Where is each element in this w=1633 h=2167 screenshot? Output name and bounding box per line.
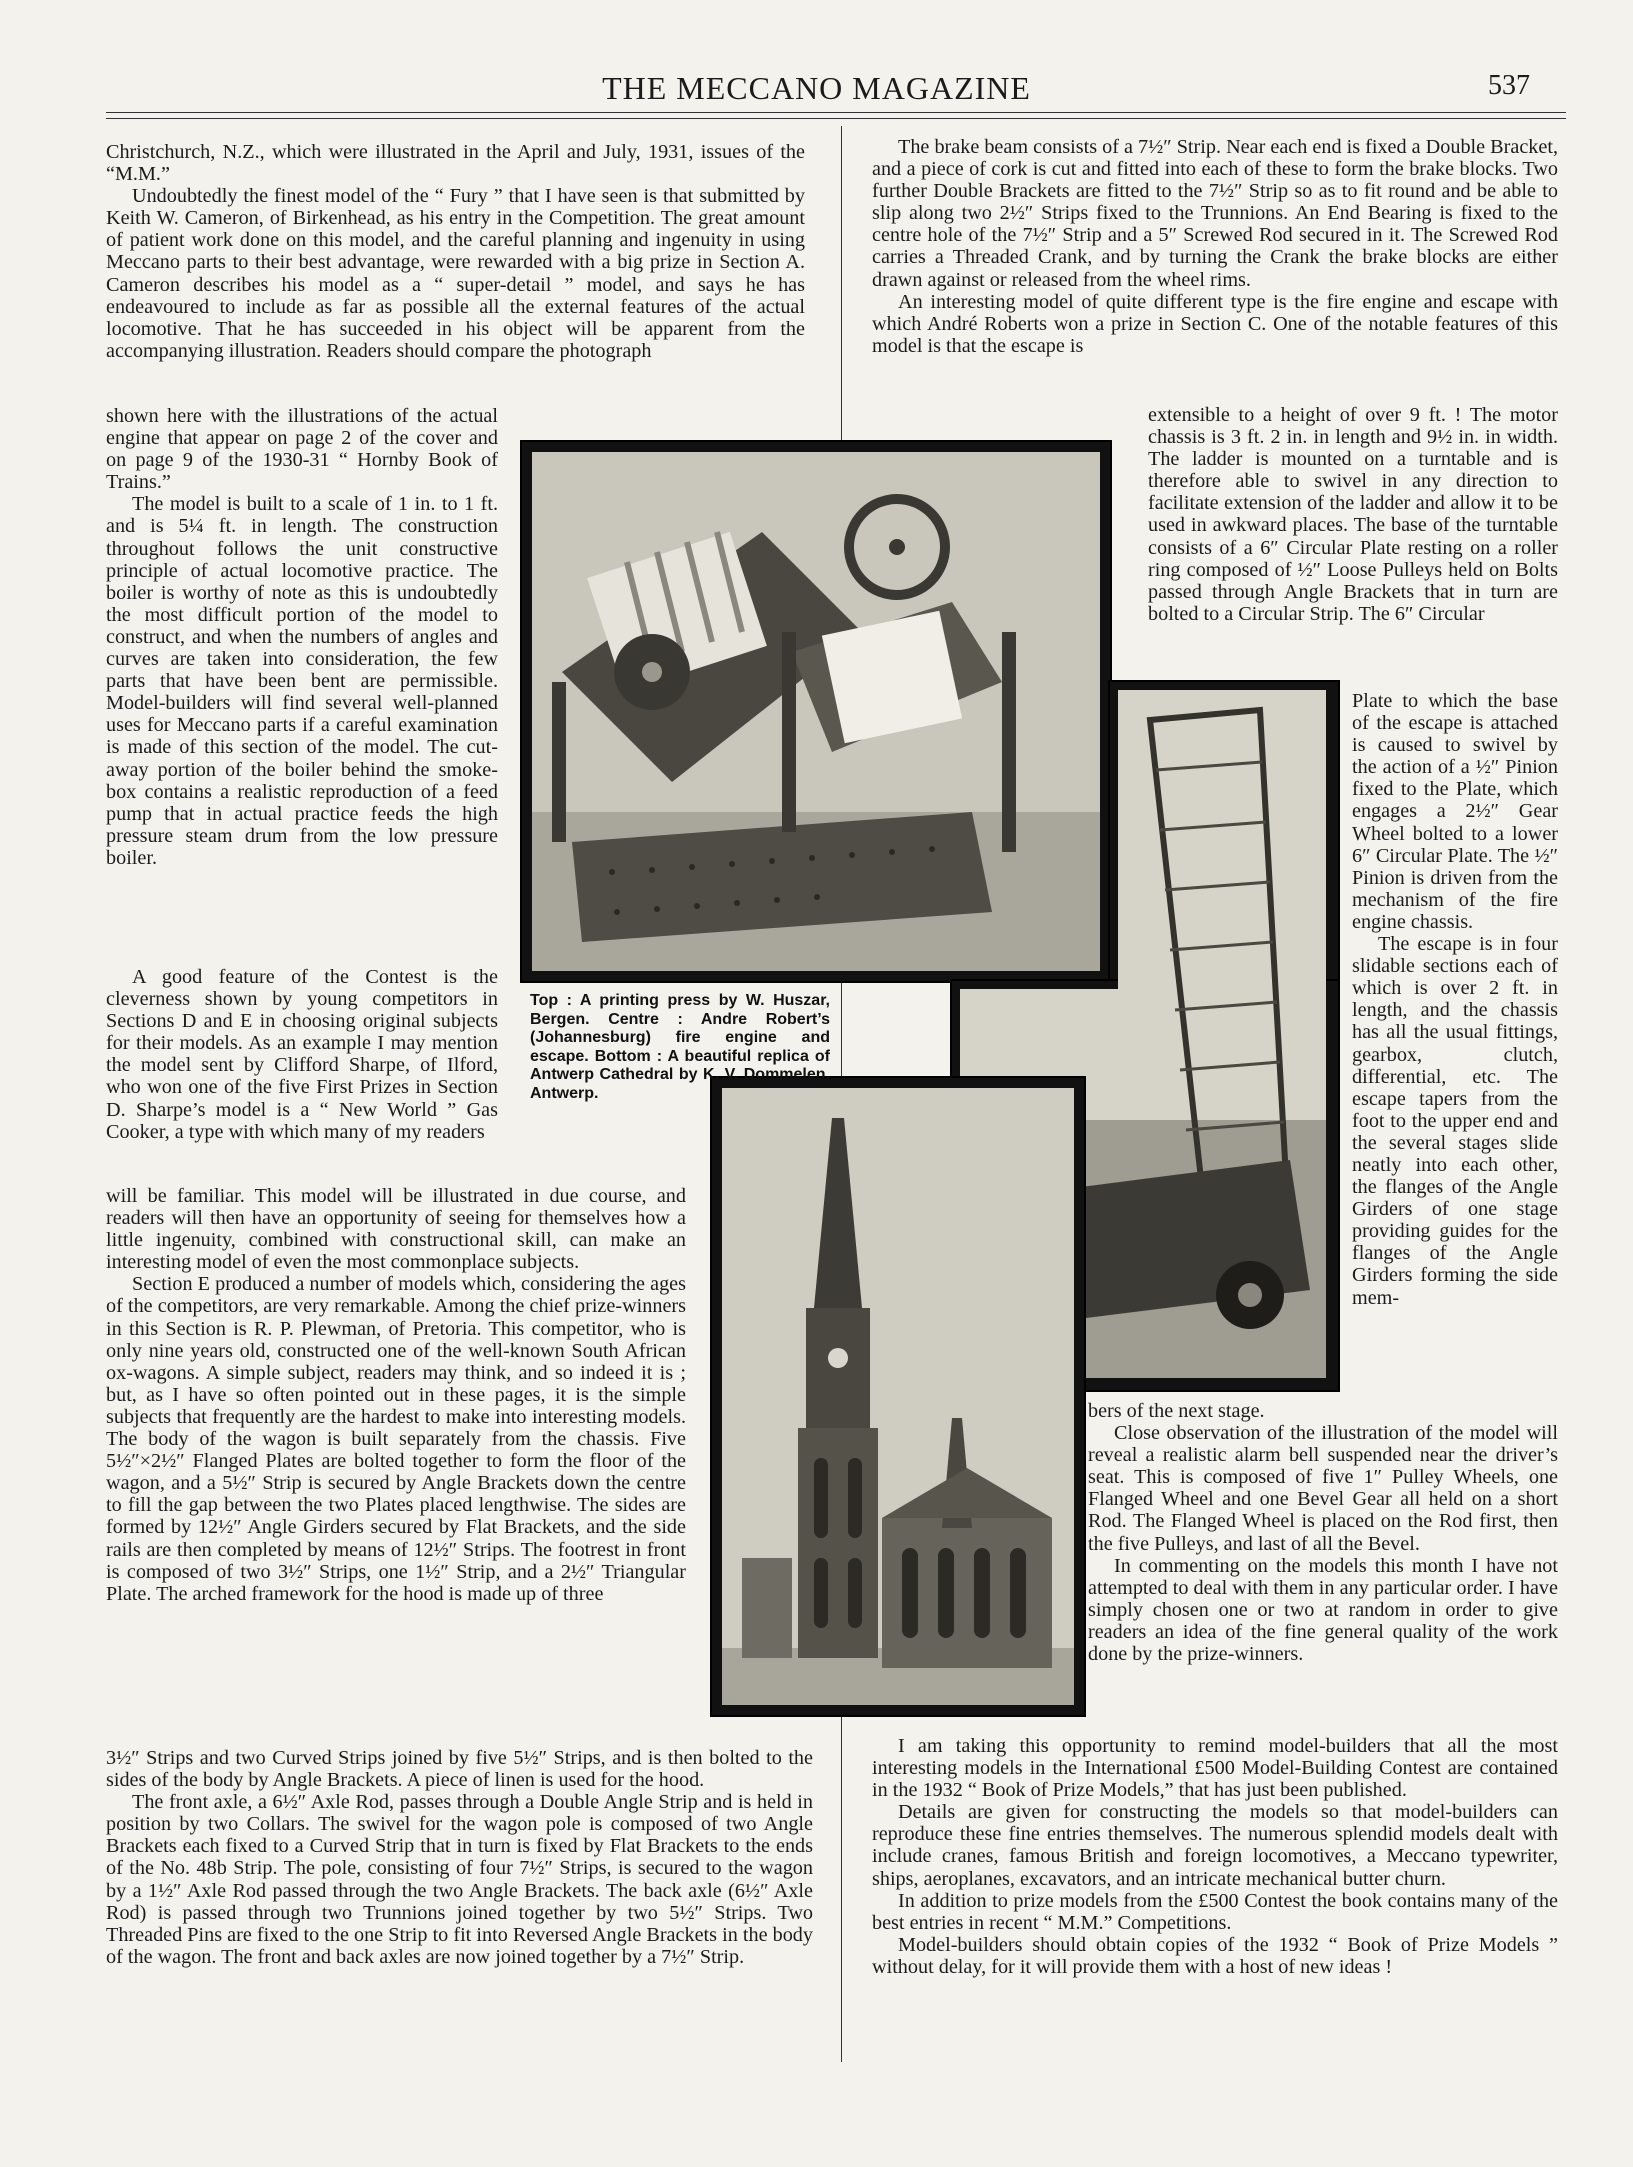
paragraph: shown here with the illustrations of the actual engine that appear on page 2 of the cover and on page 9 of the 1930-31 “ Hornby Book of Trains.” [106, 405, 498, 494]
paragraph: 3½″ Strips and two Curved Strips joined by five 5½″ Strips, and is then bolted to the sides of the body by Angle Brackets. A piece of linen is used for the hood. [106, 1747, 813, 1792]
paragraph: Plate to which the base of the escape is attached is caused to swivel by the action of a ½″ Pinion fixed to the Plate, which engages a 2½″ Gear Wheel bolted to a lower 6″ Circular Plate. The ½″ Pinion is driven from the mechanism of the fire engine chassis. [1352, 690, 1558, 933]
left-column-mid [106, 1185, 686, 1605]
paragraph: will be familiar. This model will be illustrated in due course, and readers will then have an opportunity of seeing for themselves how a little ingenuity, combined with constructional skill, can make an interesting model of even the most commonplace subjects. [106, 1185, 686, 1274]
left-column-top [106, 141, 805, 362]
printing-press-photo-frame [520, 440, 1112, 983]
paragraph: extensible to a height of over 9 ft. ! The motor chassis is 3 ft. 2 in. in length and 9½ in. in width. The ladder is mounted on a turntable and is therefore able to swivel in any direction to facilitate extension of the ladder and allow it to be used in awkward places. The base of the turntable consists of a 6″ Circular Plate resting on a roller ring composed of ½″ Loose Pulleys held on Bolts passed through Angle Brackets that in turn are bolted to a Circular Strip. The 6″ Circular [1148, 404, 1558, 625]
paragraph: In commenting on the models this month I have not attempted to deal with them in any particular order. I have simply chosen one or two at random in order to give readers an idea of the fine general quality of the work done by the prize-winners. [1088, 1554, 1558, 1666]
cathedral-photo-frame [710, 1076, 1086, 1717]
paragraph: The model is built to a scale of 1 in. to 1 ft. and is 5¼ ft. in length. The construction throughout follows the unit constructive principle of actual locomotive practice. The boiler is worthy of note as this is undoubtedly the most difficult portion of the model to construct, and when the numbers of angles and curves are taken into consideration, the few parts that have been bent are permissible. Model-builders will find several well-planned uses for Meccano parts if a careful examination is made of this section of the model. The cut-away portion of the boiler behind the smoke-box contains a realistic reproduction of a feed pump that in actual practice feeds the high pressure steam drum from the low pressure boiler. [106, 493, 498, 869]
paragraph: Details are given for constructing the models so that model-builders can reproduce these fine entries themselves. The numerous splendid models dealt with include cranes, famous British and foreign locomotives, a Meccano typewriter, ships, aeroplanes, excavators, and an intricate mechanical butter churn. [872, 1801, 1558, 1890]
magazine-title: THE MECCANO MAGAZINE [602, 70, 1031, 106]
paragraph: Close observation of the illustration of the model will reveal a realistic alarm bell suspended near the driver’s seat. This is composed of five 1″ Pulley Wheels, one Flanged Wheel and one Bevel Gear all held on a short Rod. The Flanged Wheel is placed on the Rod first, then the five Pulleys, and last of all the Bevel. [1088, 1422, 1558, 1555]
paragraph: The front axle, a 6½″ Axle Rod, passes through a Double Angle Strip and is held in position by two Collars. The swivel for the wagon pole is composed of two Angle Brackets each fixed to a Curved Strip that in turn is fixed by Flat Brackets to the ends of the No. 48b Strip. The pole, consisting of four 7½″ Strips, is secured to the wagon by a 1½″ Axle Rod passed through the two Angle Brackets. The back axle (6½″ Axle Rod) is passed through two Trunnions joined together by two 5½″ Strips. Two Threaded Pins are fixed to the one Strip to fit into Reversed Angle Brackets in the body of the wagon. The front and back axles are now joined together by a 7½″ Strip. [106, 1791, 813, 1968]
left-column-beside-caption [106, 966, 498, 1143]
paragraph: Christchurch, N.Z., which were illustrated in the April and July, 1931, issues of the “M.M.” [106, 141, 805, 186]
paragraph: The brake beam consists of a 7½″ Strip. Near each end is fixed a Double Bracket, and a piece of cork is cut and fitted into each of these to form the brake blocks. Two further Double Brackets are fitted to the 7½″ Strip so as to fit round and be able to slip along two 2½″ Strips fixed to the Trunnions. An End Bearing is fixed to the centre hole of the 7½″ Strip and a 5″ Screwed Rod secured in it. The Screwed Rod carries a Threaded Crank, and by turning the Crank the brake blocks are either drawn against or released from the wheel rims. [872, 136, 1558, 291]
right-column-inset-3 [1088, 1400, 1558, 1665]
right-column-inset-2 [1352, 690, 1558, 1309]
caption-text: Top : A printing press by W. Huszar, Bergen. Centre : Andre Robert’s (Johannesburg) fire engine and escape. Bottom : A beautiful replica of Antwerp Cathedral by K. V. Dommelen, Antwerp. [530, 992, 830, 1102]
cathedral-photo [722, 1088, 1074, 1705]
paragraph: I am taking this opportunity to remind model-builders that all the most interesting models in the International £500 Model-Building Contest are contained in the 1932 “ Book of Prize Models,” that has just been published. [872, 1735, 1558, 1802]
paragraph: Undoubtedly the finest model of the “ Fury ” that I have seen is that submitted by Keith W. Cameron, of Birkenhead, as his entry in the Competition. The great amount of patient work done on this model, and the careful planning and ingenuity in using Meccano parts to their best advantage, were rewarded with a big prize in Section A. Cameron describes his model as a “ super-detail ” model, and says he has endeavoured to include as far as possible all the external features of the actual locomotive. That he has succeeded in his object will be apparent from the accompanying illustration. Readers should compare the photograph [106, 185, 805, 362]
paragraph: In addition to prize models from the £500 Contest the book contains many of the best entries in recent “ M.M.” Competitions. [872, 1889, 1558, 1934]
photo-caption [530, 992, 830, 1103]
right-column-inset-1 [1148, 404, 1558, 625]
paragraph: bers of the next stage. [1088, 1400, 1265, 1422]
left-column-bottom [106, 1747, 813, 1968]
paragraph: An interesting model of quite different type is the fire engine and escape with which André Roberts won a prize in Section C. One of the notable features of this model is that the escape is [872, 290, 1558, 357]
left-column-narrow [106, 405, 498, 869]
header-rule-double [106, 118, 1566, 119]
paragraph: The escape is in four slidable sections each of which is over 2 ft. in length, and the chassis has all the usual fittings, gearbox, clutch, differential, etc. The escape tapers from the foot to the upper end and the several stages slide neatly into each other, the flanges of the Angle Girders of one stage providing guides for the flanges of the Angle Girders forming the side mem- [1352, 933, 1558, 1309]
page-number: 537 [1488, 70, 1530, 101]
right-column-top [872, 136, 1558, 357]
paragraph: A good feature of the Contest is the cleverness shown by young competitors in Sections D and E in choosing original subjects for their models. As an example I may mention the model sent by Clifford Sharpe, of Ilford, who won one of the five First Prizes in Section D. Sharpe’s model is a “ New World ” Gas Cooker, a type with which many of my readers [106, 966, 498, 1143]
paragraph: Section E produced a number of models which, considering the ages of the competitors, are very remarkable. Among the chief prize-winners in this Section is R. P. Plewman, of Pretoria. This competitor, who is only nine years old, constructed one of the well-known South African ox-wagons. A simple subject, readers may think, and so indeed it is ; but, as I have so often pointed out in these pages, it is the simple subjects that frequently are the hardest to make into interesting models. The body of the wagon is built separately from the chassis. Five 5½″×2½″ Flanged Plates are bolted together to form the floor of the wagon, and a 5½″ Strip is secured by Angle Brackets down the centre to fill the gap between the two Plates placed lengthwise. The sides are formed by 12½″ Angle Girders secured by Flat Brackets, and the side rails are then completed by means of 12½″ Strips. The footrest in front is composed of two 3½″ Strips, one 1½″ Strip, and a 2½″ Triangular Plate. The arched framework for the hood is made up of three [106, 1273, 686, 1605]
paragraph: Model-builders should obtain copies of the 1932 “ Book of Prize Models ” without delay, for it will provide them with a host of new ideas ! [872, 1933, 1558, 1978]
header-rule [106, 112, 1566, 113]
printing-press-photo [532, 452, 1100, 971]
right-column-bottom [872, 1735, 1558, 1978]
